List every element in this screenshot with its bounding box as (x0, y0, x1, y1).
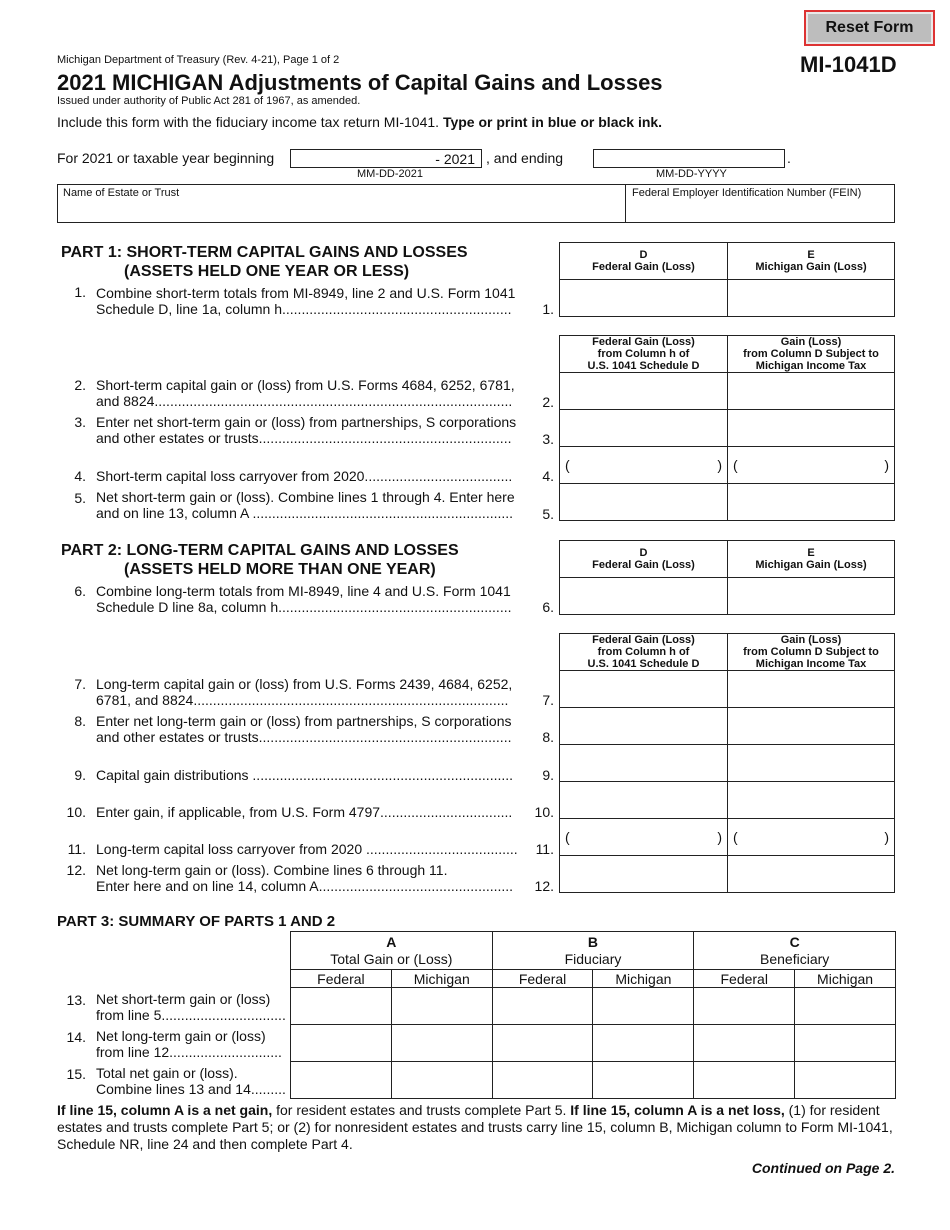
col-c-letter: C (789, 933, 800, 950)
line-6-number: 6. (74, 583, 86, 599)
part2-col-e-header (727, 540, 895, 578)
line-7-ref: 7. (542, 692, 554, 708)
line-11-michigan-input[interactable] (727, 818, 895, 856)
reset-form-button[interactable]: Reset Form (804, 10, 935, 46)
line-14-number: 14. (66, 1029, 86, 1045)
col-c-label: Beneficiary (760, 950, 830, 967)
line-1-text2: Schedule D, line 1a, column h........................................................... (96, 301, 512, 317)
period-mark: . (787, 150, 791, 166)
line-15-c-michigan-input[interactable] (795, 1062, 896, 1099)
line-10-number: 10. (66, 804, 86, 820)
line-10-federal-input[interactable] (559, 781, 728, 819)
begin-date-format: MM-DD-2021 (357, 168, 424, 180)
line-3-ref: 3. (542, 431, 554, 447)
line-2-michigan-input[interactable] (727, 372, 895, 410)
col2-mi-line3: Michigan Income Tax (755, 360, 867, 372)
line-3-federal-input[interactable] (559, 409, 728, 447)
line-8-federal-input[interactable] (559, 707, 728, 745)
estate-name-field[interactable] (57, 184, 626, 223)
part3-title: PART 3: SUMMARY OF PARTS 1 AND 2 (57, 913, 336, 930)
line-9-text1: Capital gain distributions ................................................................... (96, 767, 514, 783)
col-d-label: Federal Gain (Loss) (592, 261, 695, 273)
line-13-a-michigan-input[interactable] (391, 988, 492, 1025)
line-8-number: 8. (74, 713, 86, 729)
line-2-ref: 2. (542, 394, 554, 410)
col2-mi-line1: Gain (Loss) (780, 634, 842, 646)
part2-col2-mi-header (727, 633, 895, 671)
line-15-b-michigan-input[interactable] (593, 1062, 694, 1099)
close-paren-icon: ) (717, 457, 722, 473)
col-e-letter: E (807, 547, 815, 559)
part1-col2-mi-header (727, 335, 895, 373)
end-date-format: MM-DD-YYYY (656, 168, 727, 180)
form-id: MI-1041D (800, 52, 897, 77)
line-15-text1: Total net gain or (loss). (96, 1065, 238, 1081)
line-5-michigan-input[interactable] (727, 483, 895, 521)
and-ending-label: , and ending (486, 150, 564, 166)
line-6-michigan-input[interactable] (727, 577, 895, 615)
fein-field[interactable] (625, 184, 895, 223)
line-7-number: 7. (74, 676, 86, 692)
line-14-text (96, 1028, 291, 1060)
col2-mi-line1: Gain (Loss) (780, 336, 842, 348)
fein-label: Federal Employer Identification Number (FEIN) (632, 187, 862, 199)
line-5-text1: Net short-term gain or (loss). Combine lines 1 through 4. Enter here (96, 489, 515, 505)
part1-title: PART 1: SHORT-TERM CAPITAL GAINS AND LOSSES (61, 244, 468, 261)
col-d-letter: D (639, 547, 648, 559)
line-13-number: 13. (66, 992, 86, 1008)
line-5-text2: and on line 13, column A ................................................................... (96, 505, 514, 521)
part2-col-d-header (559, 540, 728, 578)
line-4-michigan-input[interactable] (727, 446, 895, 484)
continued-note: Continued on Page 2. (751, 1160, 895, 1176)
begin-date-input[interactable] (290, 149, 482, 168)
part2-title: PART 2: LONG-TERM CAPITAL GAINS AND LOSSES (61, 542, 459, 559)
col-e-label: Michigan Gain (Loss) (755, 559, 867, 571)
line-8-text2: and other estates or trusts................................................................. (96, 729, 512, 745)
line-2-text1: Short-term capital gain or (loss) from U.S. Forms 4684, 6252, 6781, (96, 377, 515, 393)
footer-gain-bold: If line 15, column A is a net gain, (57, 1102, 273, 1118)
line-1-michigan-input[interactable] (727, 279, 895, 317)
instructions-text: Include this form with the fiduciary income tax return MI-1041. (57, 114, 440, 130)
line-14-b-michigan-input[interactable] (593, 1025, 694, 1062)
line-12-ref: 12. (534, 878, 554, 894)
col-b-michigan-header: Michigan (593, 970, 694, 988)
line-13-text1: Net short-term gain or (loss) (96, 991, 271, 1007)
line-13-b-michigan-input[interactable] (593, 988, 694, 1025)
line-3-michigan-input[interactable] (727, 409, 895, 447)
line-3-text1: Enter net short-term gain or (loss) from partnerships, S corporations (96, 414, 517, 430)
line-7-text (96, 676, 526, 708)
line-11-federal-input[interactable] (559, 818, 728, 856)
line-1-number: 1. (74, 284, 86, 300)
line-2-text2: and 8824............................................................................................ (96, 393, 513, 409)
open-paren-icon: ( (565, 457, 570, 473)
line-15-a-federal-input[interactable] (291, 1062, 392, 1099)
instructions-bold: Type or print in blue or black ink. (442, 114, 663, 130)
begin-date-value: - 2021 (435, 151, 475, 167)
line-9-michigan-input[interactable] (727, 744, 895, 782)
line-13-b-federal-input[interactable] (492, 988, 593, 1025)
part1-subtitle: (ASSETS HELD ONE YEAR OR LESS) (124, 263, 410, 280)
col-c-michigan-header: Michigan (795, 970, 896, 988)
line-13-a-federal-input[interactable] (291, 988, 392, 1025)
line-14-a-federal-input[interactable] (291, 1025, 392, 1062)
line-5-text (96, 489, 526, 521)
col-c-federal-header: Federal (694, 970, 795, 988)
col-a-michigan-header: Michigan (391, 970, 492, 988)
estate-name-label: Name of Estate or Trust (63, 187, 180, 199)
line-8-text (96, 713, 526, 745)
open-paren-icon: ( (733, 457, 738, 473)
line-1-federal-input[interactable] (559, 279, 728, 317)
department-revision: Michigan Department of Treasury (Rev. 4-21), Page 1 of 2 (57, 54, 340, 66)
part2-subtitle: (ASSETS HELD MORE THAN ONE YEAR) (124, 561, 436, 578)
line-8-ref: 8. (542, 729, 554, 745)
footer-instructions (57, 1102, 902, 1153)
line-10-text (96, 804, 526, 820)
part1-col2-fed-header (559, 335, 728, 373)
col-c-header (694, 932, 896, 970)
line-5-number: 5. (74, 490, 86, 506)
line-7-text1: Long-term capital gain or (loss) from U.S. Forms 2439, 4684, 6252, (96, 676, 513, 692)
col-d-label: Federal Gain (Loss) (592, 559, 695, 571)
line-14-c-federal-input[interactable] (694, 1025, 795, 1062)
col-a-label: Total Gain or (Loss) (330, 950, 453, 967)
line-4-number: 4. (74, 468, 86, 484)
line-8-text1: Enter net long-term gain or (loss) from partnerships, S corporations (96, 713, 512, 729)
line-14-b-federal-input[interactable] (492, 1025, 593, 1062)
line-2-text (96, 377, 526, 409)
line-3-text (96, 414, 526, 446)
line-8-michigan-input[interactable] (727, 707, 895, 745)
line-9-number: 9. (74, 767, 86, 783)
col-b-federal-header: Federal (492, 970, 593, 988)
line-5-federal-input[interactable] (559, 483, 728, 521)
col2-fed-line3: U.S. 1041 Schedule D (587, 658, 700, 670)
line-4-ref: 4. (542, 468, 554, 484)
end-date-input[interactable] (593, 149, 785, 168)
line-10-ref: 10. (534, 804, 554, 820)
col-e-letter: E (807, 249, 815, 261)
line-4-text1: Short-term capital loss carryover from 2020...................................... (96, 468, 513, 484)
line-12-federal-input[interactable] (559, 855, 728, 893)
line-13-text (96, 991, 291, 1023)
line-14-text1: Net long-term gain or (loss) (96, 1028, 266, 1044)
line-7-federal-input[interactable] (559, 670, 728, 708)
col2-fed-line1: Federal Gain (Loss) (592, 336, 695, 348)
line-11-text1: Long-term capital loss carryover from 2020 ....................................... (96, 841, 518, 857)
line-1-text1: Combine short-term totals from MI-8949, line 2 and U.S. Form 1041 (96, 285, 516, 301)
line-7-text2: 6781, and 8824................................................................................. (96, 692, 509, 708)
line-13-text2: from line 5................................ (96, 1007, 286, 1023)
col2-mi-line2: from Column D Subject to (743, 646, 879, 658)
part2-col2-fed-header (559, 633, 728, 671)
col2-fed-line3: U.S. 1041 Schedule D (587, 360, 700, 372)
line-7-michigan-input[interactable] (727, 670, 895, 708)
line-3-text2: and other estates or trusts................................................................. (96, 430, 512, 446)
line-14-text2: from line 12............................. (96, 1044, 282, 1060)
col2-mi-line2: from Column D Subject to (743, 348, 879, 360)
line-12-michigan-input[interactable] (727, 855, 895, 893)
line-4-text (96, 468, 526, 484)
line-5-ref: 5. (542, 506, 554, 522)
line-6-federal-input[interactable] (559, 577, 728, 615)
authority-note: Issued under authority of Public Act 281 of 1967, as amended. (57, 95, 361, 107)
close-paren-icon: ) (884, 829, 889, 845)
line-12-text1: Net long-term gain or (loss). Combine lines 6 through 11. (96, 862, 448, 878)
line-3-number: 3. (74, 414, 86, 430)
part1-col-d-header (559, 242, 728, 280)
line-15-text (96, 1065, 291, 1097)
line-11-text (96, 841, 526, 857)
line-12-text2: Enter here and on line 14, column A.................................................. (96, 878, 514, 894)
form-title: 2021 MICHIGAN Adjustments of Capital Gains and Losses (57, 70, 663, 95)
line-6-text (96, 583, 526, 615)
line-13-c-michigan-input[interactable] (795, 988, 896, 1025)
footer-gain-text: for resident estates and trusts complete Part 5. (272, 1102, 571, 1118)
line-6-text1: Combine long-term totals from MI-8949, line 4 and U.S. Form 1041 (96, 583, 511, 599)
line-12-text (96, 862, 526, 894)
close-paren-icon: ) (884, 457, 889, 473)
line-14-c-michigan-input[interactable] (795, 1025, 896, 1062)
instructions (57, 114, 662, 130)
line-10-text1: Enter gain, if applicable, from U.S. Form 4797.................................. (96, 804, 513, 820)
line-13-c-federal-input[interactable] (694, 988, 795, 1025)
tax-year-label: For 2021 or taxable year beginning (57, 150, 275, 166)
line-15-c-federal-input[interactable] (694, 1062, 795, 1099)
footer-loss-text: (1) for resident estates and trusts complete Part 5; or (2) for nonresident estates and trusts carry line 15, column B, Michigan column to Form MI-1041, Schedule NR, line 24 and then complete Part 4. (57, 1102, 893, 1152)
col2-fed-line2: from Column h of (597, 646, 690, 658)
line-15-a-michigan-input[interactable] (391, 1062, 492, 1099)
col-b-header (492, 932, 694, 970)
open-paren-icon: ( (733, 829, 738, 845)
line-9-federal-input[interactable] (559, 744, 728, 782)
line-1-text (96, 285, 526, 317)
line-12-number: 12. (66, 862, 86, 878)
line-11-number: 11. (67, 841, 86, 857)
footer-loss-bold: If line 15, column A is a net loss, (570, 1102, 785, 1118)
col-a-header (291, 932, 493, 970)
line-4-federal-input[interactable] (559, 446, 728, 484)
line-11-ref: 11. (535, 841, 554, 857)
line-15-number: 15. (66, 1066, 86, 1082)
line-2-federal-input[interactable] (559, 372, 728, 410)
col-e-label: Michigan Gain (Loss) (755, 261, 867, 273)
line-6-ref: 6. (542, 599, 554, 615)
col2-mi-line3: Michigan Income Tax (755, 658, 867, 670)
col2-fed-line2: from Column h of (597, 348, 690, 360)
line-9-text (96, 767, 526, 783)
line-15-text2: Combine lines 13 and 14......... (96, 1081, 286, 1097)
line-15-b-federal-input[interactable] (492, 1062, 593, 1099)
col2-fed-line1: Federal Gain (Loss) (592, 634, 695, 646)
summary-table (290, 931, 896, 1099)
col-a-federal-header: Federal (291, 970, 392, 988)
col-b-label: Fiduciary (564, 950, 622, 967)
close-paren-icon: ) (717, 829, 722, 845)
col-b-letter: B (587, 933, 599, 950)
open-paren-icon: ( (565, 829, 570, 845)
line-10-michigan-input[interactable] (727, 781, 895, 819)
line-1-ref: 1. (542, 301, 554, 317)
part1-col-e-header (727, 242, 895, 280)
line-6-text2: Schedule D line 8a, column h............................................................ (96, 599, 512, 615)
col-a-letter: A (386, 933, 397, 950)
col-d-letter: D (639, 249, 648, 261)
line-2-number: 2. (74, 377, 86, 393)
line-14-a-michigan-input[interactable] (391, 1025, 492, 1062)
line-9-ref: 9. (542, 767, 554, 783)
